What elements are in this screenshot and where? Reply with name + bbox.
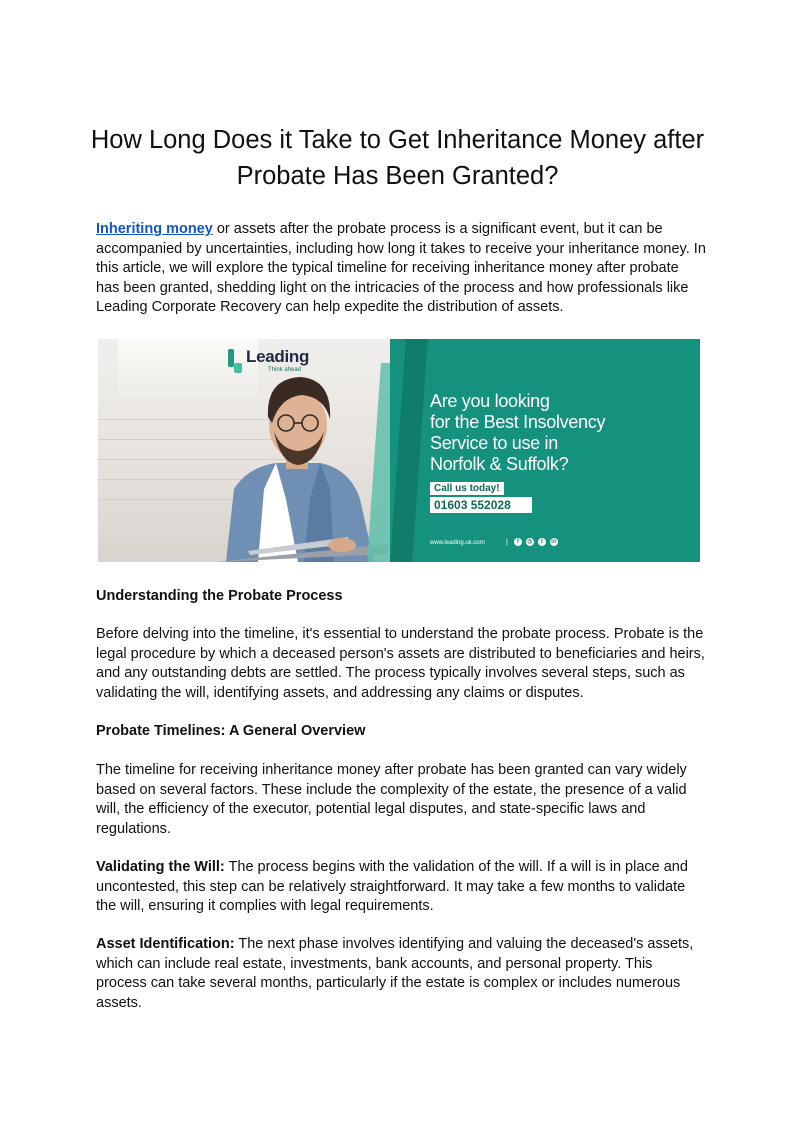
call-us-label: Call us today!: [430, 482, 504, 495]
asset-identification-paragraph: [96, 935, 706, 1013]
section-heading-timelines: Probate Timelines: A General Overview: [96, 723, 366, 739]
validating-will-text: The process begins with the validation of the will. If a will is in place and uncontested, this step can be relatively straightforward. It may take a few months to validate the will, ensuring it complies with legal requirements.: [96, 859, 688, 914]
separator: |: [506, 538, 508, 546]
instagram-icon[interactable]: ◎: [527, 539, 533, 545]
asset-identification-text: The next phase involves identifying and valuing the deceased's assets, which can include real estate, investments, bank accounts, and personal property. This process can take several months, particularly if the estate is complex or includes numerous assets.: [96, 936, 694, 1011]
phone-number[interactable]: 01603 552028: [430, 497, 532, 513]
validating-will-paragraph: [96, 858, 706, 917]
intro-text: or assets after the probate process is a significant event, but it can be accompanied by uncertainties, including how long it takes to receive your inheritance money. In this article, we will explore the typical timeline for receiving inheritance money after probate has been granted, shedding light on the intricacies of the process and how professionals like Leading Corporate Recovery can help expedite the distribution of assets.: [96, 221, 706, 315]
ad-banner[interactable]: [98, 339, 700, 562]
section-heading-probate-process: Understanding the Probate Process: [96, 588, 343, 604]
timelines-paragraph: The timeline for receiving inheritance money after probate has been granted can vary widely based on several factors. These include the complexity of the estate, the presence of a valid will, the efficiency of the executor, potential legal disputes, and state-specific laws and regulations.: [96, 762, 687, 837]
page-title: How Long Does it Take to Get Inheritance Money after Probate Has Been Granted?: [90, 126, 705, 190]
social-links: [506, 538, 558, 546]
twitter-icon[interactable]: t: [538, 538, 546, 546]
man-with-laptop-illustration: [98, 339, 398, 562]
probate-process-paragraph: Before delving into the timeline, it's essential to understand the probate process. Probate is the legal procedure by which a deceased person's assets are distributed to beneficiaries and heirs, and any outstanding debts are settled. The process typically involves several steps, such as validating the will, identifying assets, and addressing any claims or disputes.: [96, 626, 705, 701]
banner-headline: Are you looking for the Best Insolvency Service to use in Norfolk & Suffolk?: [430, 391, 606, 474]
facebook-icon[interactable]: f: [514, 538, 522, 546]
website-text[interactable]: www.leading.uk.com: [430, 540, 485, 546]
asset-identification-lead: Asset Identification:: [96, 936, 235, 952]
inheriting-money-link[interactable]: Inheriting money: [96, 221, 213, 237]
intro-paragraph: [96, 220, 706, 318]
validating-will-lead: Validating the Will:: [96, 859, 225, 875]
leading-logo-mark-icon: [228, 349, 242, 373]
logo-tagline: Think ahead: [268, 367, 302, 373]
linkedin-icon[interactable]: in: [551, 539, 557, 545]
logo-name: Leading: [246, 347, 310, 366]
